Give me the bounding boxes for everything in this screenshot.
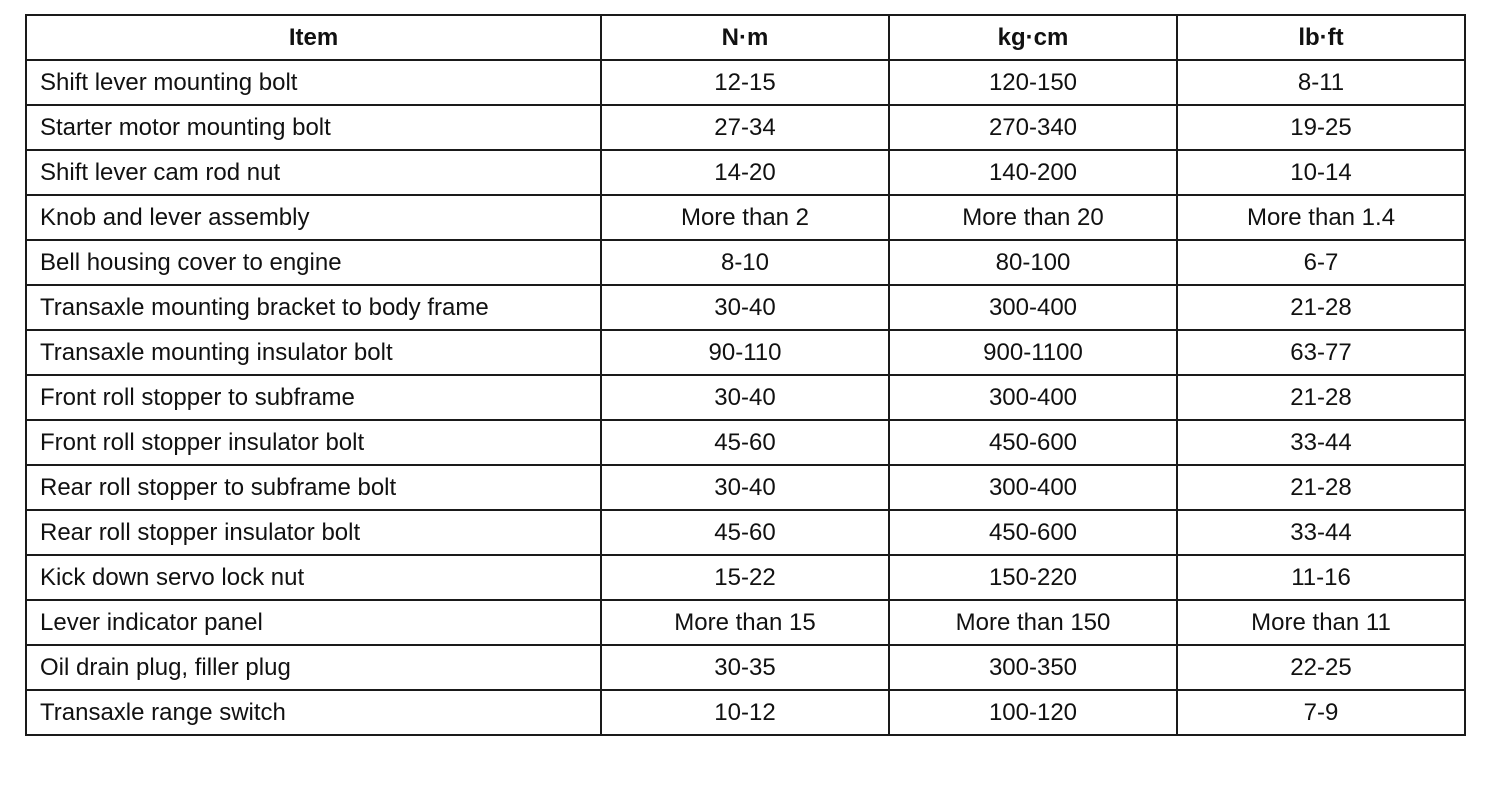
cell-kgcm: 450-600 <box>889 420 1177 465</box>
cell-lbft: 7-9 <box>1177 690 1465 735</box>
torque-specification-table <box>25 14 1466 736</box>
cell-kgcm: 300-400 <box>889 285 1177 330</box>
cell-lbft: 11-16 <box>1177 555 1465 600</box>
table-row <box>26 195 1465 240</box>
cell-lbft: 8-11 <box>1177 60 1465 105</box>
cell-nm: More than 2 <box>601 195 889 240</box>
cell-nm: 27-34 <box>601 105 889 150</box>
cell-nm: 45-60 <box>601 510 889 555</box>
cell-nm: 14-20 <box>601 150 889 195</box>
table-row <box>26 690 1465 735</box>
cell-lbft: 6-7 <box>1177 240 1465 285</box>
cell-item: Front roll stopper to subframe <box>26 375 601 420</box>
cell-lbft: 33-44 <box>1177 420 1465 465</box>
cell-item: Oil drain plug, filler plug <box>26 645 601 690</box>
cell-item: Starter motor mounting bolt <box>26 105 601 150</box>
cell-nm: 90-110 <box>601 330 889 375</box>
cell-nm: 45-60 <box>601 420 889 465</box>
header-nm: N·m <box>601 15 889 60</box>
cell-nm: 30-40 <box>601 285 889 330</box>
cell-nm: 12-15 <box>601 60 889 105</box>
cell-item: Shift lever cam rod nut <box>26 150 601 195</box>
cell-lbft: 33-44 <box>1177 510 1465 555</box>
table-row <box>26 555 1465 600</box>
cell-kgcm: 100-120 <box>889 690 1177 735</box>
table-row <box>26 285 1465 330</box>
cell-kgcm: 140-200 <box>889 150 1177 195</box>
table-row <box>26 510 1465 555</box>
cell-kgcm: More than 20 <box>889 195 1177 240</box>
cell-kgcm: 120-150 <box>889 60 1177 105</box>
cell-item: Shift lever mounting bolt <box>26 60 601 105</box>
table-row <box>26 600 1465 645</box>
cell-lbft: 21-28 <box>1177 375 1465 420</box>
table-row <box>26 60 1465 105</box>
cell-item: Kick down servo lock nut <box>26 555 601 600</box>
cell-kgcm: 150-220 <box>889 555 1177 600</box>
cell-nm: More than 15 <box>601 600 889 645</box>
cell-item: Lever indicator panel <box>26 600 601 645</box>
cell-item: Transaxle mounting bracket to body frame <box>26 285 601 330</box>
table-row <box>26 150 1465 195</box>
table-body <box>26 60 1465 735</box>
cell-lbft: 21-28 <box>1177 465 1465 510</box>
cell-nm: 8-10 <box>601 240 889 285</box>
cell-kgcm: 450-600 <box>889 510 1177 555</box>
table-row <box>26 420 1465 465</box>
cell-nm: 30-35 <box>601 645 889 690</box>
cell-lbft: 21-28 <box>1177 285 1465 330</box>
cell-item: Transaxle range switch <box>26 690 601 735</box>
cell-item: Knob and lever assembly <box>26 195 601 240</box>
cell-lbft: 63-77 <box>1177 330 1465 375</box>
cell-lbft: 19-25 <box>1177 105 1465 150</box>
cell-item: Transaxle mounting insulator bolt <box>26 330 601 375</box>
cell-item: Front roll stopper insulator bolt <box>26 420 601 465</box>
table-row <box>26 645 1465 690</box>
cell-nm: 30-40 <box>601 375 889 420</box>
cell-item: Rear roll stopper insulator bolt <box>26 510 601 555</box>
table-row <box>26 330 1465 375</box>
cell-kgcm: 900-1100 <box>889 330 1177 375</box>
table-row <box>26 105 1465 150</box>
cell-kgcm: 300-350 <box>889 645 1177 690</box>
cell-kgcm: 80-100 <box>889 240 1177 285</box>
cell-kgcm: 300-400 <box>889 465 1177 510</box>
cell-kgcm: More than 150 <box>889 600 1177 645</box>
cell-item: Bell housing cover to engine <box>26 240 601 285</box>
cell-lbft: More than 1.4 <box>1177 195 1465 240</box>
cell-nm: 10-12 <box>601 690 889 735</box>
cell-lbft: 22-25 <box>1177 645 1465 690</box>
table-row <box>26 240 1465 285</box>
cell-nm: 30-40 <box>601 465 889 510</box>
header-lbft: lb·ft <box>1177 15 1465 60</box>
table-row <box>26 375 1465 420</box>
cell-lbft: 10-14 <box>1177 150 1465 195</box>
cell-nm: 15-22 <box>601 555 889 600</box>
cell-kgcm: 270-340 <box>889 105 1177 150</box>
header-item: Item <box>26 15 601 60</box>
cell-kgcm: 300-400 <box>889 375 1177 420</box>
table-row <box>26 465 1465 510</box>
table-header-row <box>26 15 1465 60</box>
cell-lbft: More than 11 <box>1177 600 1465 645</box>
cell-item: Rear roll stopper to subframe bolt <box>26 465 601 510</box>
header-kgcm: kg·cm <box>889 15 1177 60</box>
